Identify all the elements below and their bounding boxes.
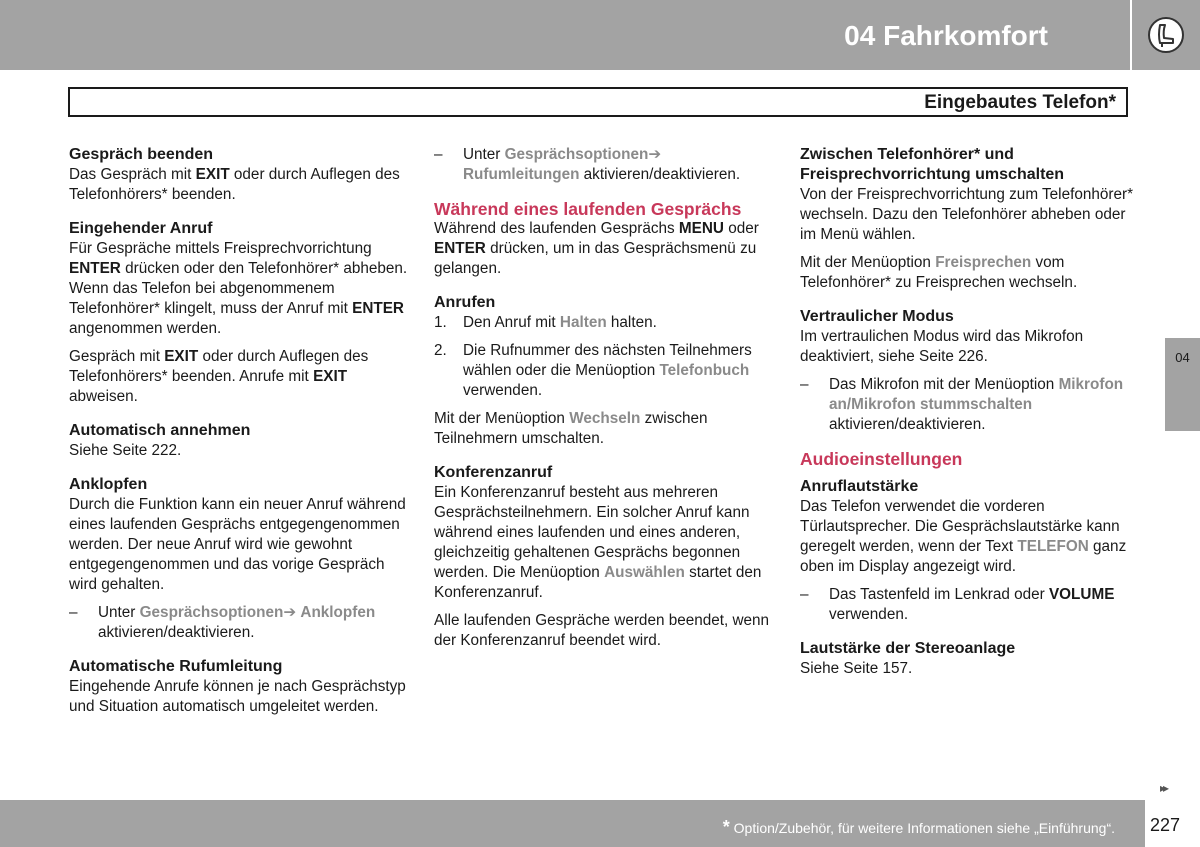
arrow-right-icon: ➔ — [648, 146, 662, 163]
heading-ring-volume: Anruflautstärke — [800, 478, 919, 495]
heading-calls: Anrufen — [434, 294, 496, 311]
page-number: 227 — [1150, 815, 1181, 835]
heading-private-mode: Vertraulicher Modus — [800, 308, 954, 325]
list-item-dial-next: 2. Die Rufnummer des nächsten Teilnehmers wählen oder die Menüoption Telefonbuch verwenden. — [434, 342, 752, 399]
paragraph-switch-handset: Von der Freisprechvorrichtung zum Telefonhörer* wechseln. Dazu den Telefonhörer abheben oder im Menü wählen. — [800, 186, 1134, 243]
list-item-microphone: – Das Mikrofon mit der Menüoption Mikrofon an/Mikrofon stummschalten aktivieren/deaktivieren. — [800, 376, 1124, 433]
heading-call-waiting: Anklopfen — [69, 476, 148, 493]
paragraph-during-call: Während des laufenden Gesprächs MENU oder ENTER drücken, um in das Gesprächsmenü zu gelangen. — [434, 220, 759, 277]
section-title: Eingebautes Telefon* — [924, 92, 1116, 113]
paragraph-private-mode: Im vertraulichen Modus wird das Mikrofon deaktiviert, siehe Seite 226. — [800, 328, 1084, 365]
paragraph-incoming-call: Für Gespräche mittels Freisprechvorrichtung ENTER drücken oder den Telefonhörer* abheben. Wenn das Telefon bei abgenommenem Telefonhörer* klingelt, muss der Anruf mit ENTER angenommen werden. — [69, 240, 408, 337]
paragraph-auto-forwarding: Eingehende Anrufe können je nach Gesprächstyp und Situation automatisch umgeleitet werden. — [69, 678, 406, 715]
paragraph-end-call: Das Gespräch mit EXIT oder durch Auflegen des Telefonhörers* beenden. — [69, 166, 400, 203]
column-2 — [434, 145, 774, 651]
next-page-icon[interactable]: ▸▸ — [1160, 781, 1167, 795]
column-3 — [800, 145, 1140, 679]
paragraph-switch-participants: Mit der Menüoption Wechseln zwischen Teilnehmern umschalten. — [434, 410, 708, 447]
paragraph-reject-call: Gespräch mit EXIT oder durch Auflegen des Telefonhörers* beenden. Anrufe mit EXIT abweisen. — [69, 348, 369, 405]
column-1 — [69, 145, 409, 717]
chapter-side-tab[interactable] — [1165, 338, 1200, 431]
list-item-forwarding: – Unter Gesprächsoptionen➔ Rufumleitungen aktivieren/deaktivieren. — [434, 146, 741, 183]
chapter-title: 04 Fahrkomfort — [844, 20, 1048, 51]
heading-stereo-volume: Lautstärke der Stereoanlage — [800, 640, 1016, 657]
list-item-call-waiting: – Unter Gesprächsoptionen➔ Anklopfen aktivieren/deaktivieren. — [69, 604, 376, 641]
seat-icon — [1145, 16, 1187, 54]
heading-during-call: Während eines laufenden Gesprächs — [434, 199, 742, 219]
paragraph-conference-end: Alle laufenden Gespräche werden beendet, wenn der Konferenzanruf beendet wird. — [434, 612, 770, 649]
chapter-icon-box — [1132, 0, 1200, 70]
paragraph-call-waiting: Durch die Funktion kann ein neuer Anruf während eines laufenden Gesprächs entgegengenommen werden. Der neue Anruf wird wie gewohnt entgegengenommen und das vorige Gespräch wird gehalten. — [69, 496, 406, 593]
list-item-volume: – Das Tastenfeld im Lenkrad oder VOLUME verwenden. — [800, 586, 1115, 623]
paragraph-ring-volume: Das Telefon verwendet die vorderen Türlautsprecher. Die Gesprächslautstärke kann geregelt werden, wenn der Text TELEFON ganz oben im Display angezeigt wird. — [800, 498, 1127, 575]
heading-incoming-call: Eingehender Anruf — [69, 220, 213, 237]
list-item-hold: 1. Den Anruf mit Halten halten. — [434, 314, 657, 331]
header-bar — [0, 0, 1130, 70]
paragraph-auto-answer: Siehe Seite 222. — [69, 442, 182, 459]
section-header-box — [68, 87, 1128, 117]
heading-conference: Konferenzanruf — [434, 464, 553, 481]
side-tab-label: 04 — [1175, 350, 1190, 365]
footnote: * Option/Zubehör, für weitere Informationen siehe „Einführung“. — [722, 817, 1115, 837]
heading-end-call: Gespräch beenden — [69, 146, 214, 163]
heading-audio-settings: Audioeinstellungen — [800, 449, 963, 469]
heading-auto-forwarding: Automatische Rufumleitung — [69, 658, 283, 675]
paragraph-conference: Ein Konferenzanruf besteht aus mehreren Gesprächsteilnehmern. Ein solcher Anruf kann während eines laufenden und eines anderen, gleichzeitig gehaltenen Gesprächs begonnen werden. Die Menüoption Auswählen startet den Konferenzanruf. — [434, 484, 762, 601]
arrow-right-icon: ➔ — [283, 604, 297, 621]
heading-auto-answer: Automatisch annehmen — [69, 422, 251, 439]
paragraph-stereo-volume: Siehe Seite 157. — [800, 660, 913, 677]
heading-switch-handset: Zwischen Telefonhörer* und Freisprechvorrichtung umschalten — [800, 146, 1065, 183]
paragraph-handsfree-option: Mit der Menüoption Freisprechen vom Telefonhörer* zu Freisprechen wechseln. — [800, 254, 1078, 291]
